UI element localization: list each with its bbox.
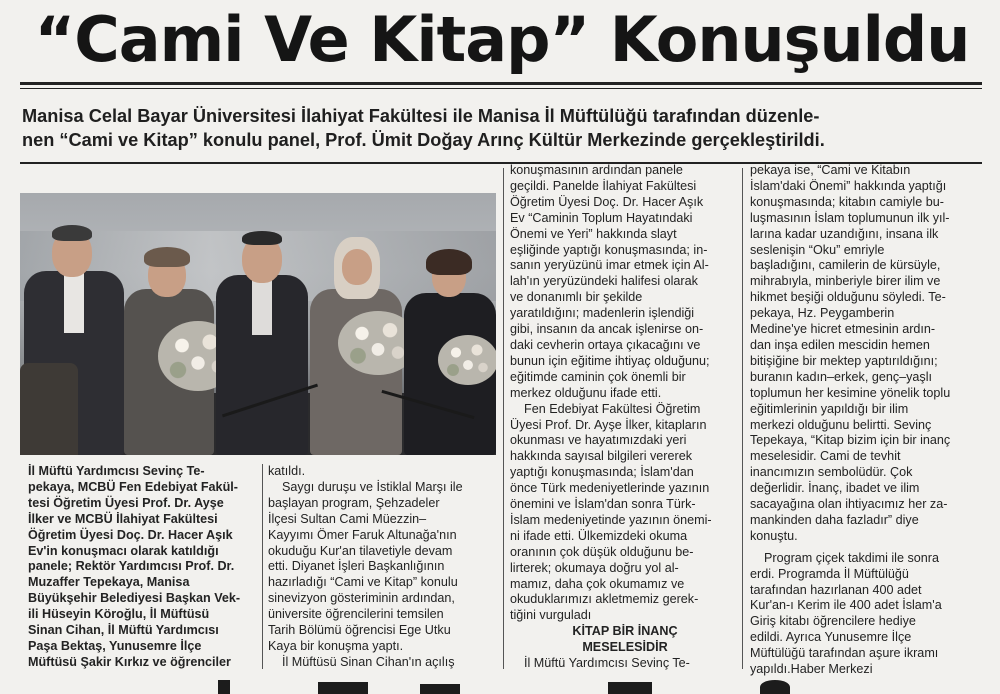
text-line: inancımızın sembolüdür. Çok — [750, 465, 913, 480]
text-line: toplumun her kesimine yönelik toplu — [750, 385, 951, 400]
column-rule-2 — [503, 168, 504, 669]
text-line: okunması ve hayatımızdaki yeri — [510, 433, 687, 448]
article-column-4 — [750, 163, 990, 678]
text-line: seslenişin “Oku” emriyle — [750, 242, 885, 257]
caption-line: Müftüsü Şakir Kırkız ve öğrenciler — [28, 654, 231, 669]
text-line: Saygı duruşu ve İstiklal Marşı ile — [282, 479, 463, 494]
text-line: meselesidir. Cami de tevhit — [750, 449, 901, 464]
text-line: oranının çok düşük olduğunu be- — [510, 544, 694, 559]
text-line: sacayağına olan ihtiyacımız her za- — [750, 497, 948, 512]
caption-line: Büyükşehir Belediyesi Başkan Vek- — [28, 591, 241, 606]
text-line: lirterek; okumaya doğru yol al- — [510, 560, 679, 575]
text-line: edildi. Ayrıca Yunusemre İlçe — [750, 630, 912, 645]
text-line: luşmasının İslam toplumunun ilk yıl- — [750, 210, 950, 225]
caption-line: ili Hüseyin Köroğlu, İl Müftüsü — [28, 607, 210, 622]
text-line: İslam'daki Önemi” hakkında yaptığı — [750, 178, 947, 193]
text-line: başlayan program, Şehzadeler — [268, 495, 440, 510]
text-line: Tarih Bölümü öğrencisi Ege Utku — [268, 623, 451, 638]
text-line: lah'ın yeryüzündeki halifesi olarak — [510, 274, 698, 289]
text-line: Kayyımı Ömer Faruk Altunağa'nın — [268, 527, 457, 542]
text-line: tarafından hazırlanan 400 adet — [750, 582, 922, 597]
text-line: ni ifade etti. Ülkemizdeki okuma — [510, 528, 688, 543]
text-line: eşliğinde yaptığı konuşmasında; in- — [510, 242, 708, 257]
lead-line-2: nen “Cami ve Kitap” konulu panel, Prof. Ümit Doğay Arınç Kültür Merkezinde gerçekleştirildi. — [22, 130, 825, 150]
headline-rule-bottom — [20, 88, 982, 89]
text-line: katıldı. — [268, 464, 306, 478]
text-line: İl Müftüsü Sinan Cihan'ın açılış — [282, 654, 455, 669]
column-rule-1 — [262, 464, 263, 669]
text-line: Ev “Caminin Toplum Hayatındaki — [510, 210, 693, 225]
text-line: Tepekaya, “Kitap bizim için bir inanç — [750, 433, 951, 448]
group-photo — [20, 193, 496, 455]
text-line: Önemi ve Yeri” hakkında slayt — [510, 226, 677, 241]
text-line: yaptığı konuşmasında; İslam'dan — [510, 465, 694, 480]
text-line: eğitimlerinin yapıldığı bir ilim — [750, 401, 909, 416]
caption-line: pekaya, MCBÜ Fen Edebiyat Fakül- — [28, 479, 238, 494]
text-line: konuştu. — [750, 528, 798, 543]
text-line: üniversite öğrencilerini temsilen — [268, 607, 444, 622]
text-line: Kaya bir konuşma yaptı. — [268, 638, 404, 653]
text-line: hikmet beşiği olduğunu söyledi. Te- — [750, 290, 946, 305]
text-line: Medine'ye hicret etmesinin ardın- — [750, 322, 936, 337]
caption-line: İlker ve MCBÜ İlahiyat Fakültesi — [28, 511, 218, 526]
text-line: dan inşa edilen mescidin hemen — [750, 337, 930, 352]
text-line: ve donanımlı bir şekilde — [510, 290, 643, 305]
caption-line: İl Müftü Yardımcısı Sevinç Te- — [28, 464, 205, 478]
text-line: İl Müftü Yardımcısı Sevinç Te- — [524, 656, 690, 671]
text-line: değerlidir. İnanç, ibadet ve ilim — [750, 481, 920, 496]
text-line: Program çiçek takdimi ile sonra — [764, 550, 939, 565]
text-line: Müftülüğü tarafından aşure ikramı — [750, 646, 939, 661]
text-line: önemini ve İslam'dan sonra Türk- — [510, 497, 696, 512]
caption-line: Öğretim Üyesi Doç. Dr. Hacer Aşık — [28, 527, 233, 542]
text-line: mankinden daha fazladır” diye — [750, 512, 919, 527]
caption-line: Sinan Cihan, İl Müftü Yardımcısı — [28, 623, 219, 638]
headline: “Cami Ve Kitap” Konuşuldu — [34, 3, 970, 76]
text-line: daki cevherin ortaya çıkacağını ve — [510, 337, 701, 352]
text-line: etti. Diyanet İşleri Başkanlığının — [268, 559, 445, 574]
text-line: mamız, daha çok okumamız ve — [510, 576, 685, 591]
text-line: mihrabıyla, minberiyle birer ilim ve — [750, 274, 941, 289]
bouquet-3 — [438, 335, 496, 385]
text-line: sinevizyon gösteriminin ardından, — [268, 591, 455, 606]
photo-caption — [28, 464, 258, 671]
headline-rule-top — [20, 82, 982, 85]
text-line: gibi, insanın da ancak işlenirse on- — [510, 322, 704, 337]
person-3 — [216, 229, 308, 455]
text-line: Öğretim Üyesi Doç. Dr. Hacer Aşık — [510, 194, 704, 209]
text-line: pekaya, Hz. Peygamberin — [750, 306, 895, 321]
text-line: konuşmasının ardından panele — [510, 163, 683, 177]
text-line: tiğini vurguladı — [510, 608, 592, 623]
article-column-2 — [268, 464, 500, 671]
text-line: okuduklarımızı akletmemiz gerek- — [510, 592, 699, 607]
text-line: merkezi olduğunu belirtti. Sevinç — [750, 417, 932, 432]
text-line: bitişiğine bir mektep yaptırıldığını; — [750, 353, 938, 368]
lead-line-1: Manisa Celal Bayar Üniversitesi İlahiyat Fakültesi ile Manisa İl Müftülüğü tarafından düzenle- — [22, 106, 820, 126]
text-line: önce Türk medeniyetlerinde yazının — [510, 481, 710, 496]
text-line: Kur'an-ı Kerim ile 400 adet İslam'a — [750, 598, 942, 613]
text-line: Fen Edebiyat Fakültesi Öğretim — [524, 401, 701, 416]
text-line: İslam medeniyetinde yazının önemi- — [510, 512, 712, 527]
text-line: merkez olduğunu ifade etti. — [510, 385, 662, 400]
text-line: yaratıldığını; madenlerin işlendiği — [510, 306, 695, 321]
caption-line: tesi Öğretim Üyesi Prof. Dr. Ayşe — [28, 495, 224, 510]
caption-line: Ev'in konuşmacı olarak katıldığı — [28, 543, 219, 558]
lead-paragraph — [22, 104, 982, 152]
text-line: erdi. Programda İl Müftülüğü — [750, 566, 909, 581]
text-line: geçildi. Panelde İlahiyat Fakültesi — [510, 178, 697, 193]
text-line: bunun için eğitime ihtiyaç olduğunu; — [510, 353, 710, 368]
caption-line: Muzaffer Tepekaya, Manisa — [28, 575, 190, 590]
text-line: hazırladığı “Cami ve Kitap” konulu — [268, 575, 458, 590]
next-article-edge — [0, 676, 1000, 694]
text-line: buranın kadın–erkek, genç–yaşlı — [750, 369, 933, 384]
subheading: KİTAP BİR İNANÇ — [572, 624, 678, 639]
text-line: konuşmasında; kitabın camiyle bu- — [750, 194, 944, 209]
text-line: pekaya ise, “Cami ve Kitabın — [750, 163, 911, 177]
text-line: Üyesi Prof. Dr. Ayşe İlker, kitapların — [510, 417, 707, 432]
text-line: okuduğu Kur'an tilavetiyle devam — [268, 543, 453, 558]
text-line: başladığını, camilerin de kürsüyle, — [750, 258, 941, 273]
article-column-3 — [510, 163, 740, 672]
text-line: eğitimde caminin çok önemli bir — [510, 369, 686, 384]
chair — [20, 363, 78, 455]
caption-line: panele; Rektör Yardımcısı Prof. Dr. — [28, 559, 235, 574]
text-line: larına kadar uzandığını, insana ilk — [750, 226, 939, 241]
text-line: Giriş kitabı öğrencilere hediye — [750, 614, 916, 629]
text-line: yapıldı.Haber Merkezi — [750, 662, 873, 677]
text-line: sanın yeryüzünü imar etmek için Al- — [510, 258, 709, 273]
column-rule-3 — [742, 168, 743, 669]
caption-line: Paşa Bektaş, Yunusemre İlçe — [28, 638, 202, 653]
text-line: hakkında sayısal bilgileri vererek — [510, 449, 692, 464]
subheading: MESELESİDİR — [582, 640, 668, 655]
text-line: İlçesi Sultan Cami Müezzin– — [268, 511, 427, 526]
